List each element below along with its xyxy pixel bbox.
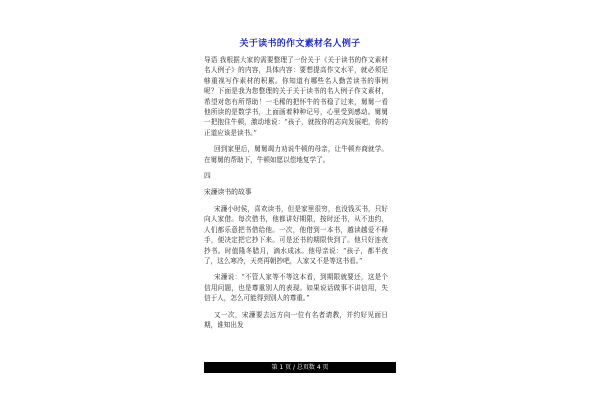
paragraph-newton-school: 回到家里后，舅舅竭力劝说牛顿的母亲，让牛顿弃商就学。在舅舅的帮助下，牛顿如愿以偿地复学了。 — [204, 145, 388, 164]
paragraph-songlian-quote: 宋濂说：“不管人家等不等这本看，到期限就要还，这是个信用问题，也是尊重别人的表现。如果说话做事不讲信用，失信于人，怎么可能得到别人的尊重。” — [204, 273, 388, 303]
paragraph-next-story: 又一次，宋濂要去远方向一位有名者请教，并约好见面日期，谁知出发 — [204, 310, 388, 329]
page-footer: 第 1 页 / 总页数 4 页 — [204, 362, 396, 373]
section-number: 四 — [204, 172, 211, 181]
document-title: 关于读书的作文素材名人例子 — [239, 39, 361, 49]
section-heading: 宋濂读书的故事 — [204, 188, 252, 197]
paragraph-intro: 导语 我根据大家的需要整理了一份关于《关于读书的作文素材名人例子》的内容，具体内容：要想提高作文水平，就必须足够重视写作素材的积累。你知道有哪些名人勤苦读书的事例呢？下面是我为您整理的关于关于读书的名人例子作文素材，希望对您有所帮助！一毛稀的把怀牛的书稳了过来，舅舅一看他所读的是数学书，上面画着种种记号，心里受到感动。舅舅一把抱住牛顿，激动地说：“孩子，就按你的志向发展吧，你的正道应该是读书。” — [204, 56, 388, 137]
document-body — [204, 55, 388, 330]
paragraph-songlian-story: 宋濂小时侯，喜欢读书，但是家里很穷，也没钱买书，只好向人家借。每次借书，他都讲好期限，按时还书，从不违约，人们都乐意把书借给他。一次，他借到一本书，越读越爱不释手，便决定把它抄下来。可是还书的期限快到了。他只好连夜抄书。时值隆冬腊月，滴水成冰。他母亲说：“孩子，都半夜了，这么寒冷，天亮再朝抄吧，人家又不是等这书看。” — [204, 204, 388, 265]
